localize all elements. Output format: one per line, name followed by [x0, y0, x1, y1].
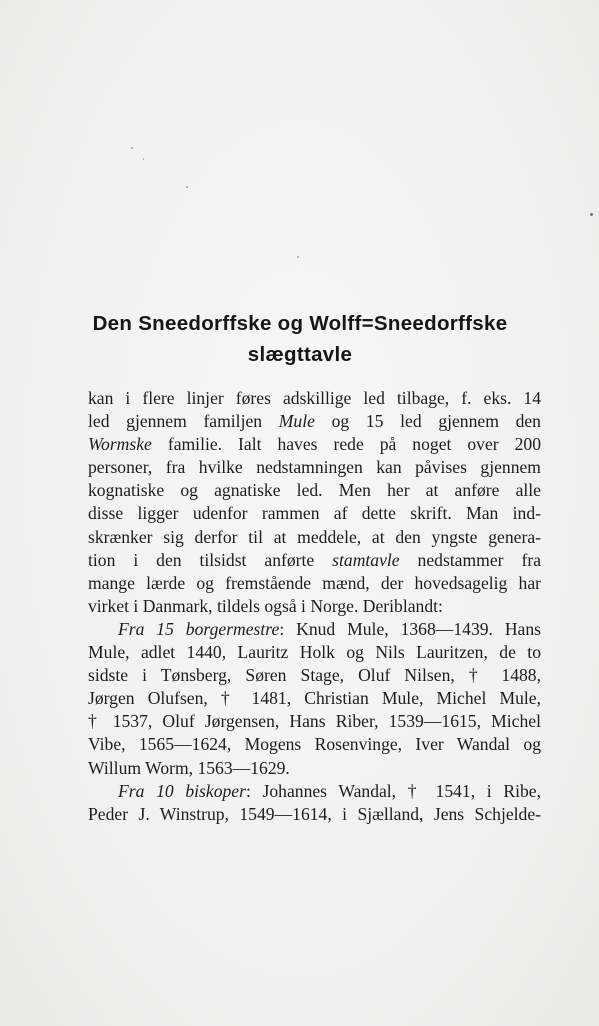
text-line: kognatiske og agnatiske led. Men her at anføre alle [88, 480, 541, 501]
text-segment: led gjennem familjen [88, 411, 279, 432]
text-line: Willum Worm, 1563—1629. [88, 757, 290, 778]
heading-line-1: Den Sneedorffske og Wolff=Sneedorffske [92, 312, 508, 335]
text-line [88, 410, 541, 433]
text-segment: tion i den tilsidst anførte [88, 549, 333, 570]
text-line [88, 780, 541, 803]
text-line: sidste i Tønsberg, Søren Stage, Oluf Nilsen, † 1488, [88, 665, 541, 686]
heading-line-2: slægttavle [247, 343, 353, 366]
text-line: mange lærde og fremstående mænd, der hovedsagelig har [88, 572, 541, 593]
italic-category: Fra 15 borgermestre [118, 618, 280, 639]
text-line: kan i flere linjer føres adskillige led tilbage, f. eks. 14 [88, 388, 541, 408]
print-speck [143, 158, 144, 160]
text-segment: : Johannes Wandal, † 1541, i Ribe, [245, 780, 541, 801]
print-speck [297, 256, 299, 258]
text-line: skrænker sig derfor til at meddele, at den yngste genera- [88, 526, 541, 547]
body-text [88, 387, 541, 826]
text-segment: og 15 led gjennem den [314, 411, 541, 432]
print-speck [590, 213, 593, 216]
italic-name: Mule [278, 411, 315, 432]
text-line: Peder J. Winstrup, 1549—1614, i Sjælland, Jens Schjelde- [88, 803, 541, 824]
text-segment: familie. Ialt haves rede på noget over 200 [151, 434, 541, 455]
text-segment: : Knud Mule, 1368—1439. Hans [279, 618, 542, 639]
italic-name: Wormske [88, 434, 152, 455]
text-line [88, 433, 541, 456]
text-line [88, 618, 541, 641]
text-line: Mule, adlet 1440, Lauritz Holk og Nils Lauritzen, de to [88, 642, 541, 663]
print-speck [131, 147, 133, 149]
text-line: Jørgen Olufsen, † 1481, Christian Mule, Michel Mule, [88, 688, 541, 709]
chapter-heading [60, 309, 540, 371]
text-segment: nedstammer fra [399, 549, 541, 570]
text-line [88, 549, 541, 572]
text-line: Vibe, 1565—1624, Mogens Rosenvinge, Iver Wandal og [88, 734, 541, 755]
text-line: personer, fra hvilke nedstamningen kan påvises gjennem [88, 457, 541, 478]
italic-category: Fra 10 biskoper [118, 780, 246, 801]
text-line: virket i Danmark, tildels også i Norge. Deriblandt: [88, 595, 443, 616]
text-line: † 1537, Oluf Jørgensen, Hans Riber, 1539—1615, Michel [88, 711, 541, 732]
italic-term: stamtavle [332, 549, 400, 570]
print-speck [186, 186, 188, 188]
text-line: disse ligger udenfor rammen af dette skrift. Man ind- [88, 503, 541, 524]
